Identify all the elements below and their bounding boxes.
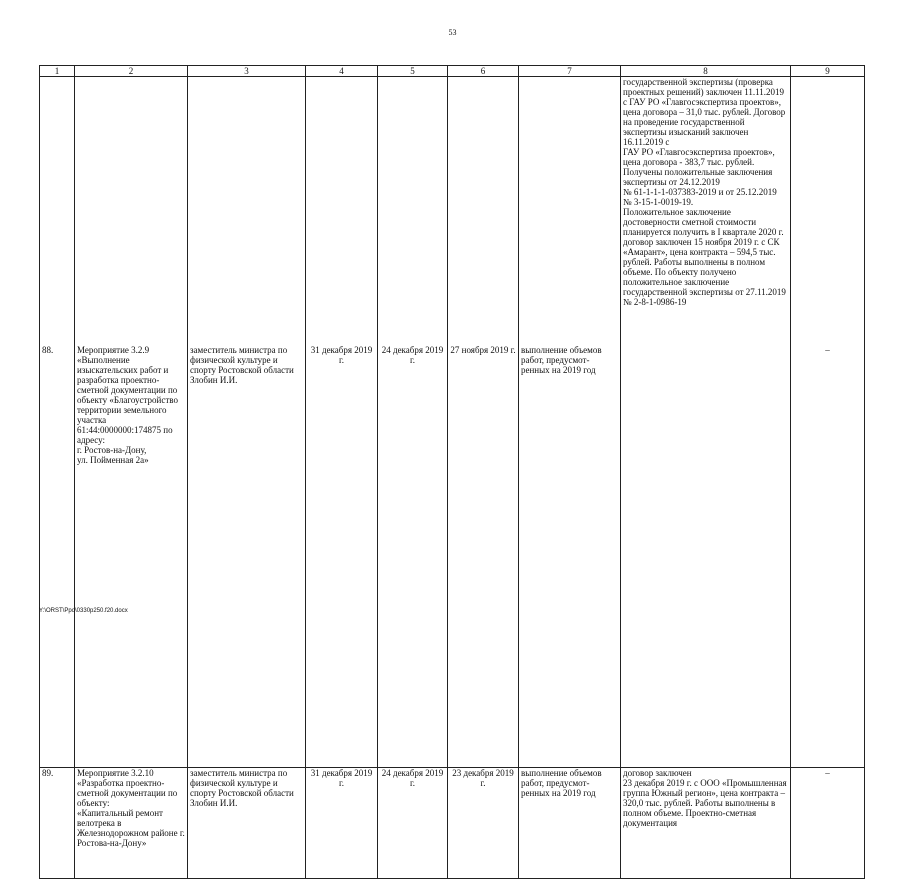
header-cell: 2 — [75, 66, 188, 77]
fact-date-cell: 24 декабря 2019 г. — [378, 77, 448, 768]
responsible-cell: заместитель министра по физической культуре и спорту Ростовской области Злобин И.И. — [188, 77, 306, 768]
header-cell: 3 — [188, 66, 306, 77]
responsible-cell: заместитель министра по физической культуре и спорту Ростовской области Злобин И.И. — [188, 768, 306, 879]
row-number: 88. — [40, 77, 75, 768]
header-cell: 6 — [448, 66, 519, 77]
note-cell: – — [791, 77, 865, 768]
row-number: 89. — [40, 768, 75, 879]
fact-date-cell: 27 ноября 2019 г. — [448, 77, 519, 768]
header-row — [40, 66, 865, 77]
info-cell: договор заключен 23 декабря 2019 г. с ООО «Промышленная группа Южный регион», цена контракта – 320,0 тыс. рублей. Работы выполнены в полном объеме. Проектно-сметная документация — [621, 768, 791, 879]
footer-file-path: Y:\ORST\Ppo\0330p250.f20.docx — [39, 608, 128, 614]
result-cell: выполнение объемов работ, предусмот-ренных на 2019 год — [519, 768, 621, 879]
event-cell: Мероприятие 3.2.10 «Разработка проектно-сметной документации по объекту: «Капитальный ремонт велотрека в Железнодорожном районе г. Ростова-на-Дону» — [75, 768, 188, 879]
table-row — [40, 77, 865, 768]
info-cell: государственной экспертизы (проверка проектных решений) заключен 11.11.2019 с ГАУ РО «Главгосэкспертиза проектов», цена договора – 31,0 тыс. рублей. Договор на проведение государственной экспертизы изысканий заключен 16.11.2019 с ГАУ РО «Главгосэкспертиза проектов», цена договора - 383,7 тыс. рублей. Получены положительные заключения экспертизы от 24.12.2019 № 61-1-1-1-037383-2019 и от 25.12.2019 № 3-15-1-0019-19. Положительное заключение достоверности сметной стоимости планируется получить в I квартале 2020 г. договор заключен 15 ноября 2019 г. с СК «Амарант», цена контракта – 594,5 тыс. рублей. Работы выполнены в полном объеме. По объекту получено положительное заключение государственной экспертизы от 27.11.2019 № 2-8-1-0986-19 — [621, 77, 791, 768]
event-cell: Мероприятие 3.2.9 «Выполнение изыскательских работ и разработка проектно-сметной документации по объекту «Благоустройство территории земельного участка 61:44:0000000:174875 по адресу: г. Ростов-на-Дону, ул. Пойменная 2а» — [75, 77, 188, 768]
header-cell: 8 — [621, 66, 791, 77]
header-cell: 1 — [40, 66, 75, 77]
fact-date-cell: 23 декабря 2019 г. — [448, 768, 519, 879]
note-cell: – — [791, 768, 865, 879]
header-cell: 7 — [519, 66, 621, 77]
plan-date-cell: 31 декабря 2019 г. — [306, 77, 378, 768]
report-table — [39, 65, 865, 879]
header-cell: 5 — [378, 66, 448, 77]
table-row — [40, 768, 865, 879]
header-cell: 9 — [791, 66, 865, 77]
fact-date-cell: 24 декабря 2019 г. — [378, 768, 448, 879]
plan-date-cell: 31 декабря 2019 г. — [306, 768, 378, 879]
header-cell: 4 — [306, 66, 378, 77]
page-number: 53 — [448, 28, 457, 37]
result-cell: выполнение объемов работ, предусмот-ренных на 2019 год — [519, 77, 621, 768]
